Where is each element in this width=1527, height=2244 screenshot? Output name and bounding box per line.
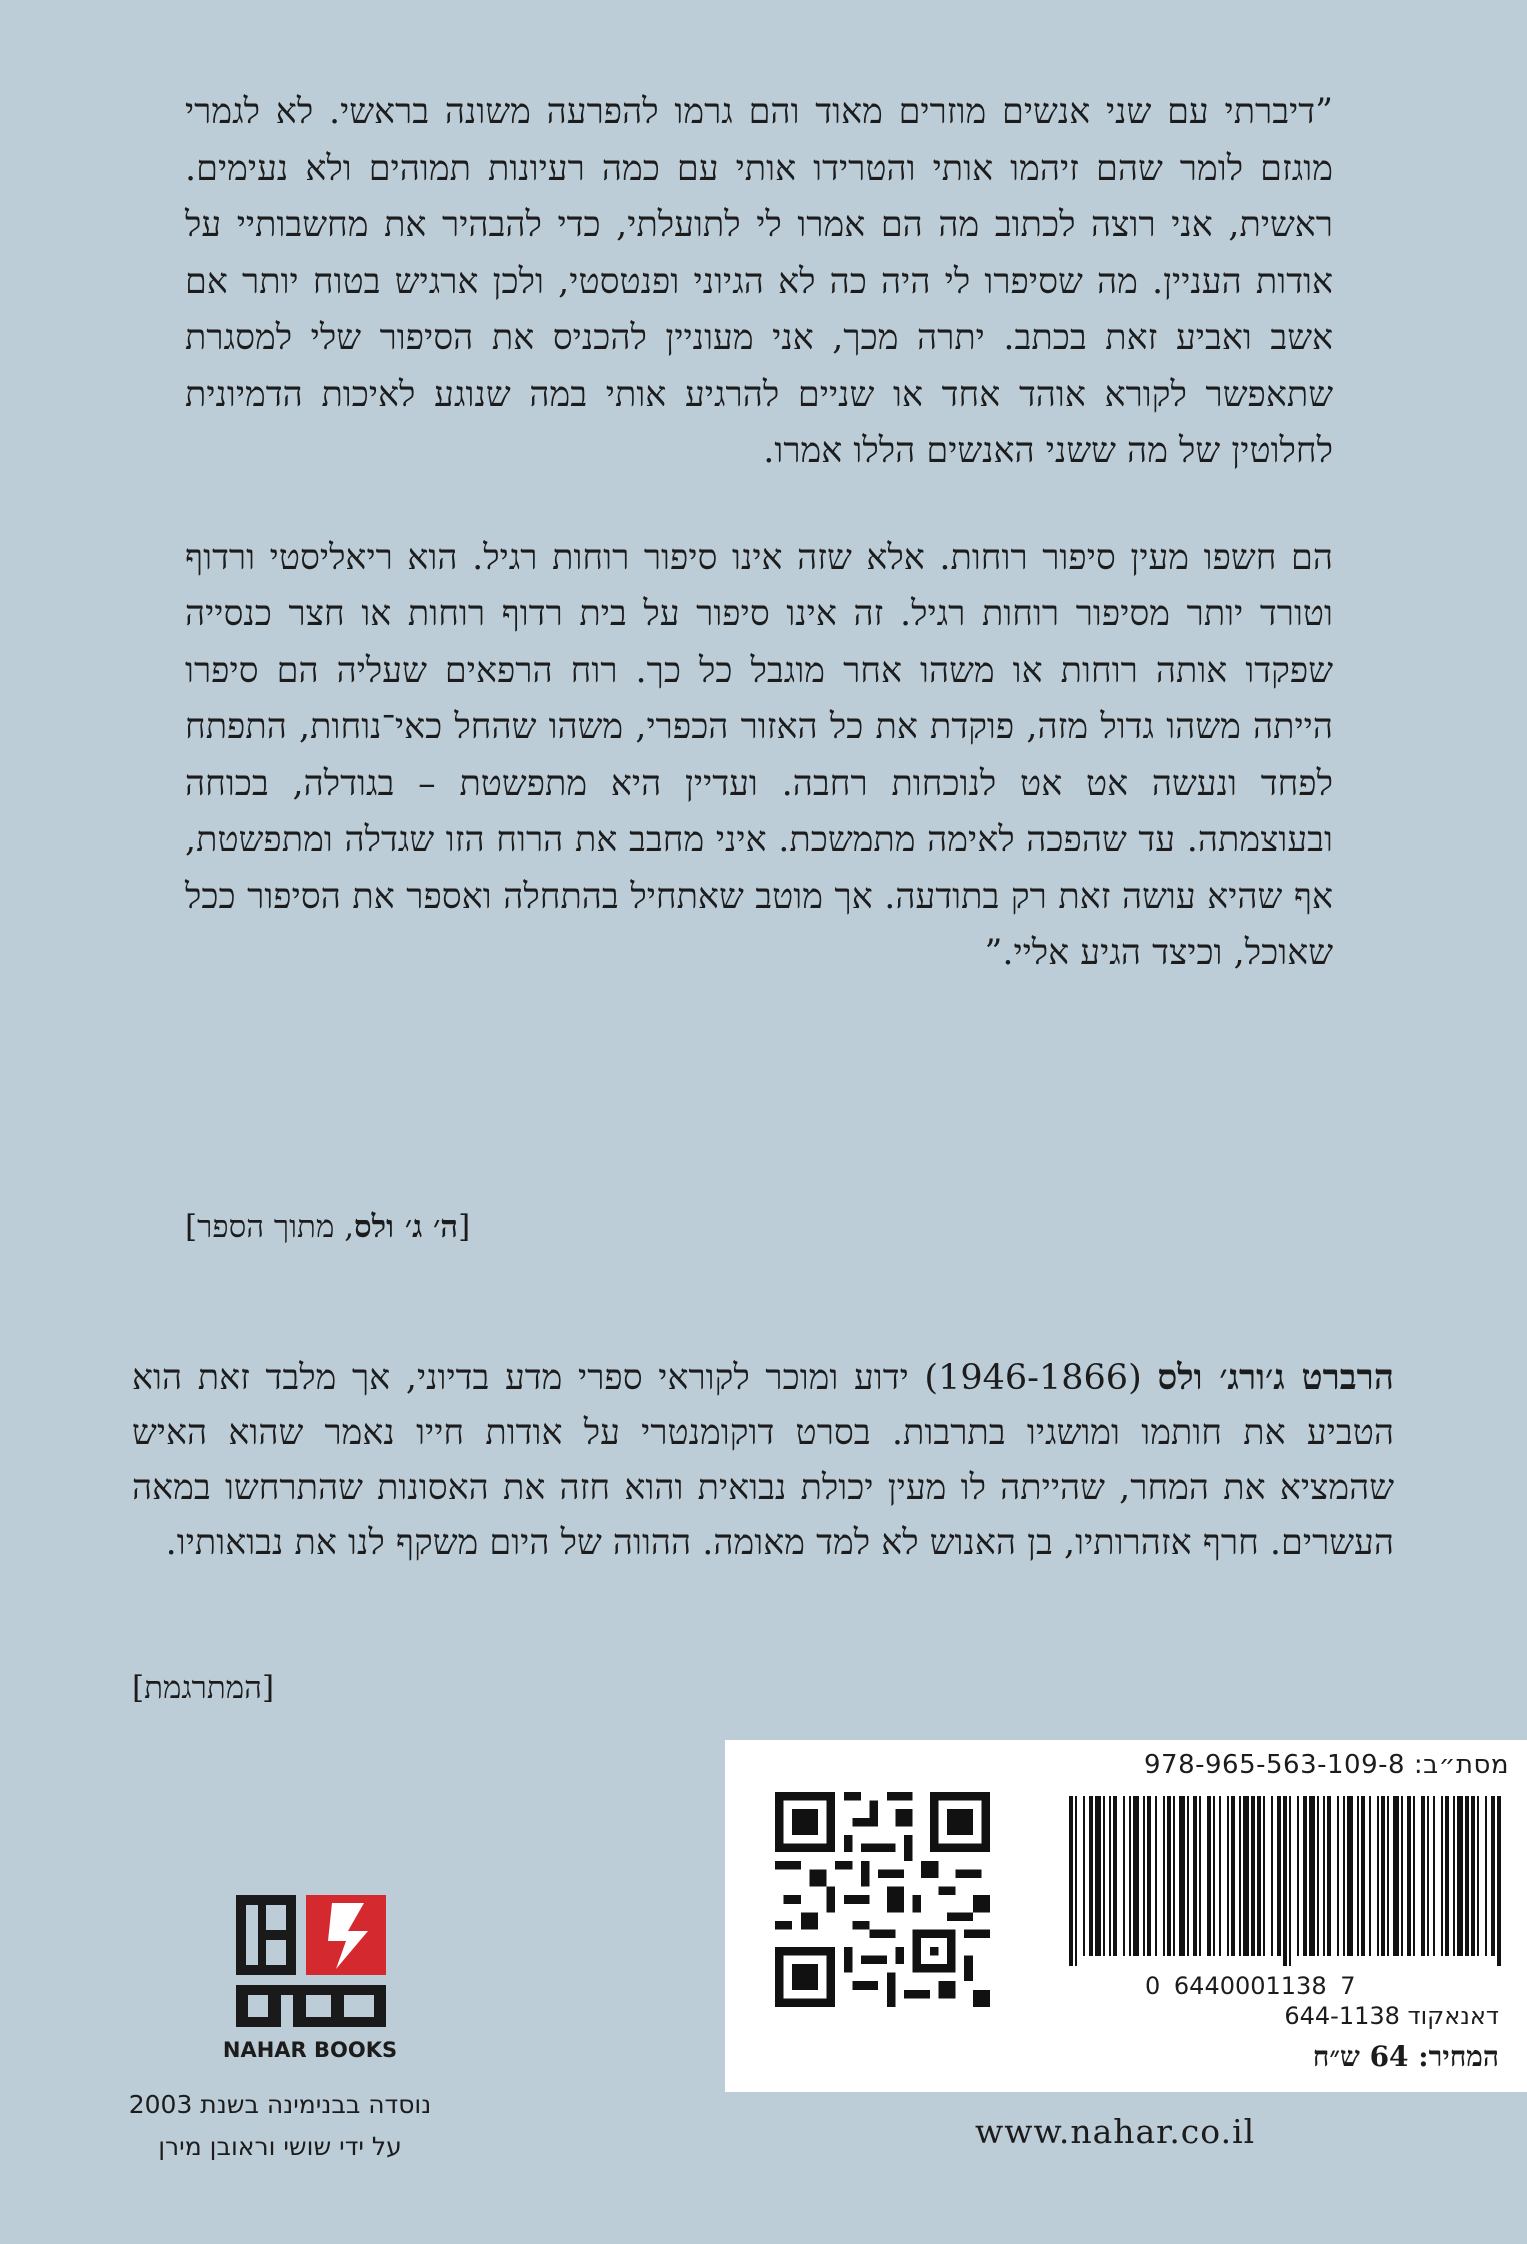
author-bio-text xyxy=(132,1350,1394,1571)
translator-credit: [המתרגמת] xyxy=(132,1670,275,1706)
publisher-founded xyxy=(100,2084,460,2168)
book-excerpt xyxy=(185,84,1333,982)
excerpt-paragraph-1: ”דיברתי עם שני אנשים מוזרים מאוד והם גרמו להפרעה משונה בראשי. לא לגמרי מוגזם לומר שהם זיהמו אותי והטרידו אותי עם כמה רעיונות תמוהים ולא נעימים. ראשית, אני רוצה לכתוב מה הם אמרו לי לתועלתי, כדי להבהיר את מחשבותיי על אודות העניין. מה שסיפרו לי היה כה לא הגיוני ופנטסטי, ולכן ארגיש בטוח יותר אם אשב ואביע זאת בכתב. יתרה מכך, אני מעוניין להכניס את הסיפור שלי למסגרת שתאפשר לקורא אוהד אחד או שניים להרגיע אותי במה שנוגע לאיכות הדמיונית לחלוטין של מה ששני האנשים הללו אמרו. xyxy=(185,92,1333,471)
attribution-source: , מתוך הספר xyxy=(197,1209,355,1245)
founded-line-2: על ידי שושי וראובן מירן xyxy=(158,2132,402,2161)
attribution-author: ה׳ ג׳ ולס xyxy=(354,1209,459,1245)
author-bio xyxy=(132,1350,1394,1571)
isbn-label: מסת״ב: 978-965-563-109-8 xyxy=(1143,1750,1509,1780)
ean-number: 0 6440001138 7 xyxy=(1145,1972,1356,2000)
excerpt-attribution: [ה׳ ג׳ ולס, מתוך הספר] xyxy=(185,1209,471,1245)
price-label: המחיר: 64 ש״ח xyxy=(1312,2040,1499,2073)
qr-code-icon xyxy=(775,1792,990,2007)
excerpt-paragraph-2: הם חשפו מעין סיפור רוחות. אלא שזה אינו סיפור רוחות רגיל. הוא ריאליסטי ורדוף וטורד יותר מסיפור רוחות רגיל. זה אינו סיפור על בית רדוף רוחות או חצר כנסייה שפקדו אותה רוחות או משהו אחר מוגבל כל כך. רוח הרפאים שעליה הם סיפרו הייתה משהו גדול מזה, פוקדת את כל האזור הכפרי, משהו שהחל כאי־נוחות, התפתח לפחד ונעשה אט אט לנוכחות רחבה. ועדיין היא מתפשטת – בגודלה, בכוחה ובעוצמתה. עד שהפכה לאימה מתמשכת. איני מחבב את הרוח הזו שגדלה ומתפשטת, אף שהיא עושה זאת רק בתודעה. אך מוטב שאתחיל בהתחלה ואספר את הסיפור ככל שאוכל, וכיצד הגיע אליי.” xyxy=(185,537,1333,973)
nahar-books-logo-icon xyxy=(236,1895,386,2035)
author-name: הרברט ג׳ורג׳ ולס xyxy=(1157,1357,1394,1398)
barcode-icon xyxy=(1065,1796,1505,1966)
author-bio-body: (1946-1866) ידוע ומוכר לקוראי ספרי מדע בדיוני, אך מלבד זאת הוא הטביע את חותמו ומושגיו בתרבות. בסרט דוקומנטרי על אודות חייו נאמר שהוא האיש שהמציא את המחר, שהייתה לו מעין יכולת נבואית והוא חזה את האסונות שהתרחשו במאה העשרים. חרף אזהרותיו, בן האנוש לא למד מאומה. ההווה של היום משקף לנו את נבואותיו. xyxy=(132,1358,1394,1563)
danacode-label: דאנאקוד 644-1138 xyxy=(1284,2002,1499,2030)
publisher-name-en: NAHAR BOOKS xyxy=(222,2038,398,2062)
publisher-url[interactable]: www.nahar.co.il xyxy=(975,2112,1256,2151)
barcode-panel xyxy=(725,1740,1527,2092)
founded-line-1: נוסדה בבנימינה בשנת 2003 xyxy=(128,2090,432,2119)
